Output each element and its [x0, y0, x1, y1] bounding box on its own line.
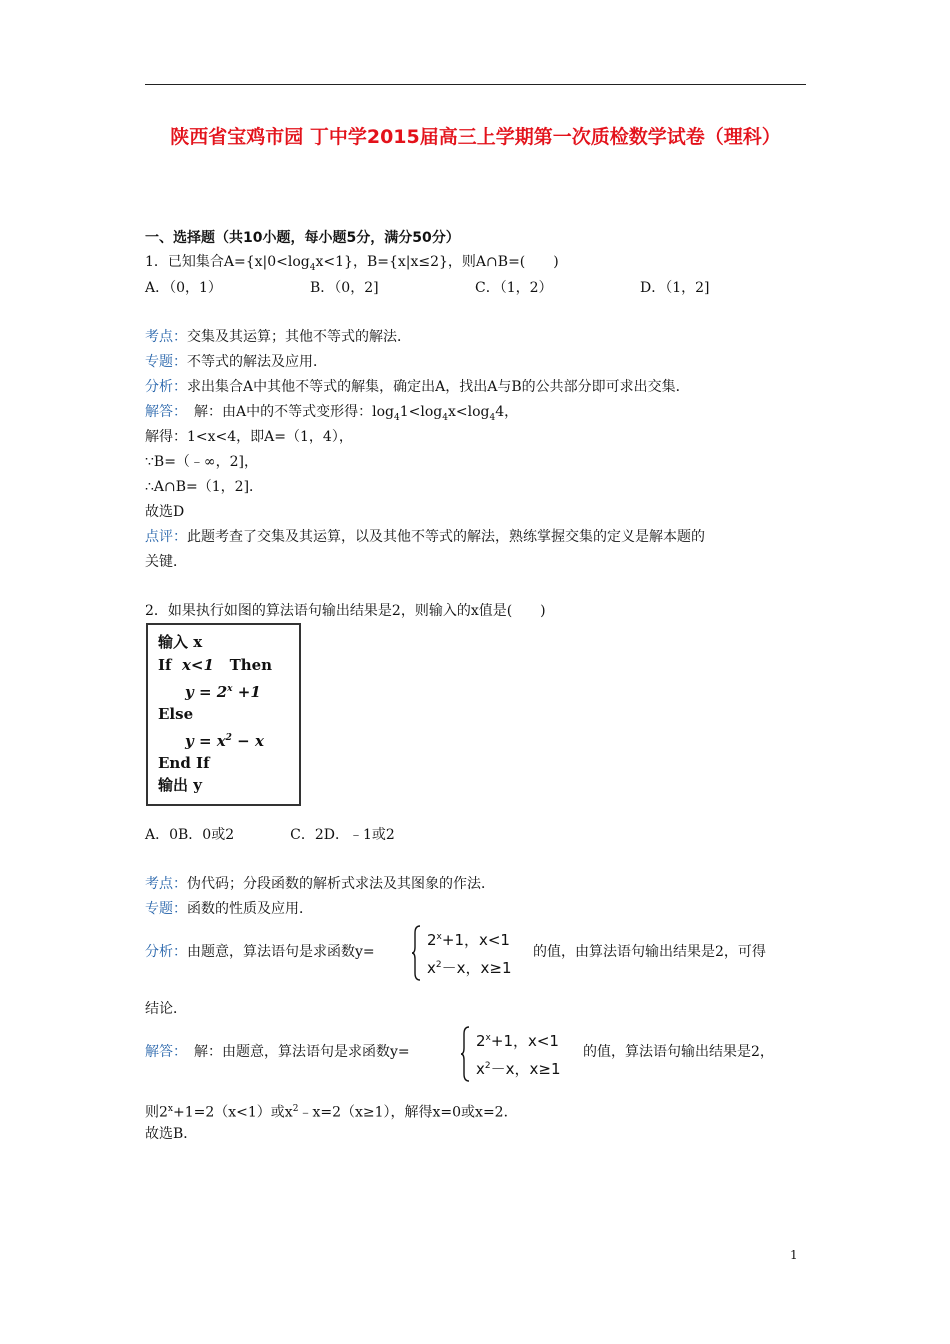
left-brace-icon	[460, 1026, 470, 1082]
q1-solution-line: 解得：1<x<4，即A=（1，4），	[145, 429, 353, 445]
piecewise-case-1: $2^x+1$，x<1	[427, 931, 510, 949]
q1-kaodian: 考点：交集及其运算；其他不等式的解法．	[145, 329, 411, 345]
q2-fenxi-c: 结论．	[145, 1001, 187, 1017]
left-brace-icon	[411, 925, 421, 981]
q2-solution-line: 故选B．	[145, 1126, 198, 1142]
q1-zhuanti: 专题：不等式的解法及应用．	[145, 354, 327, 370]
prog-line-y1: $y = 2^x +1$	[185, 683, 261, 701]
q1-solution-line: ∵B=（﹣∞，2]，	[145, 454, 258, 470]
piecewise-function	[411, 925, 526, 985]
q1-option-d: D．（1，2]	[640, 280, 710, 296]
q1-option-b: B．（0，2]	[310, 280, 379, 296]
q1-solution-line: ∴A∩B=（1，2]．	[145, 479, 264, 495]
q1-dianping: 点评：此题考查了交集及其运算，以及其他不等式的解法，熟练掌握交集的定义是解本题的	[145, 529, 705, 545]
prog-line-input: 输入 x	[158, 633, 203, 651]
prog-line-y2: $y = x^2 - x$	[185, 732, 264, 750]
q2-jieda-b: 的值，算法语句输出结果是2，	[583, 1044, 774, 1060]
q2-options: A．0B．0或2 C．2D．﹣1或2	[145, 827, 395, 843]
algorithm-box	[146, 623, 301, 806]
piecewise-function	[460, 1026, 580, 1086]
q2-zhuanti: 专题：函数的性质及应用．	[145, 901, 313, 917]
q1-option-a: A．（0，1）	[145, 280, 222, 296]
prog-line-if: If x<1 Then	[158, 656, 273, 674]
q2-kaodian: 考点：伪代码；分段函数的解析式求法及其图象的作法．	[145, 876, 495, 892]
section-heading: 一、选择题（共10小题，每小题5分，满分50分）	[145, 230, 460, 246]
q2-stem: 2．如果执行如图的算法语句输出结果是2，则输入的x值是( )	[145, 603, 546, 619]
q1-solution-line: 故选D	[145, 504, 185, 520]
page-number: 1	[790, 1248, 798, 1262]
q2-fenxi-a: 分析：由题意，算法语句是求函数y=	[145, 944, 375, 960]
piecewise-case-1: $2^x+1$，x<1	[476, 1032, 559, 1050]
piecewise-case-2: $x^2-x$，x≥1	[476, 1060, 561, 1078]
header-rule	[145, 84, 806, 85]
page-title: 陕西省宝鸡市园 丁中学2015届高三上学期第一次质检数学试卷（理科）	[170, 126, 781, 148]
prog-line-endif: End If	[158, 754, 210, 772]
q1-dianping-cont: 关键．	[145, 554, 187, 570]
piecewise-case-2: $x^2-x$，x≥1	[427, 959, 512, 977]
q2-jieda-a: 解答： 解：由题意，算法语句是求函数y=	[145, 1044, 410, 1060]
q2-solution-line: 则$2^x+1=2(x<1)$或$x^2﹣x=2(x\ge 1)$，解得x=0或x=2．	[145, 1104, 518, 1121]
q1-option-c: C．（1，2）	[475, 280, 553, 296]
prog-line-output: 输出 y	[158, 776, 202, 794]
q1-fenxi: 分析：求出集合A中其他不等式的解集，确定出A，找出A与B的公共部分即可求出交集．	[145, 379, 690, 395]
q2-fenxi-b: 的值，由算法语句输出结果是2，可得	[533, 944, 766, 960]
prog-line-else: Else	[158, 705, 194, 723]
q1-stem: 1．已知集合$A=\{x|0<\log_4x<1\}$，B={x|x≤2}，则A∩B=( )	[145, 254, 559, 273]
q1-jieda: 解答： 解：由A中的不等式变形得：$\log_41<\log_4x<\log_44$，	[145, 404, 519, 423]
